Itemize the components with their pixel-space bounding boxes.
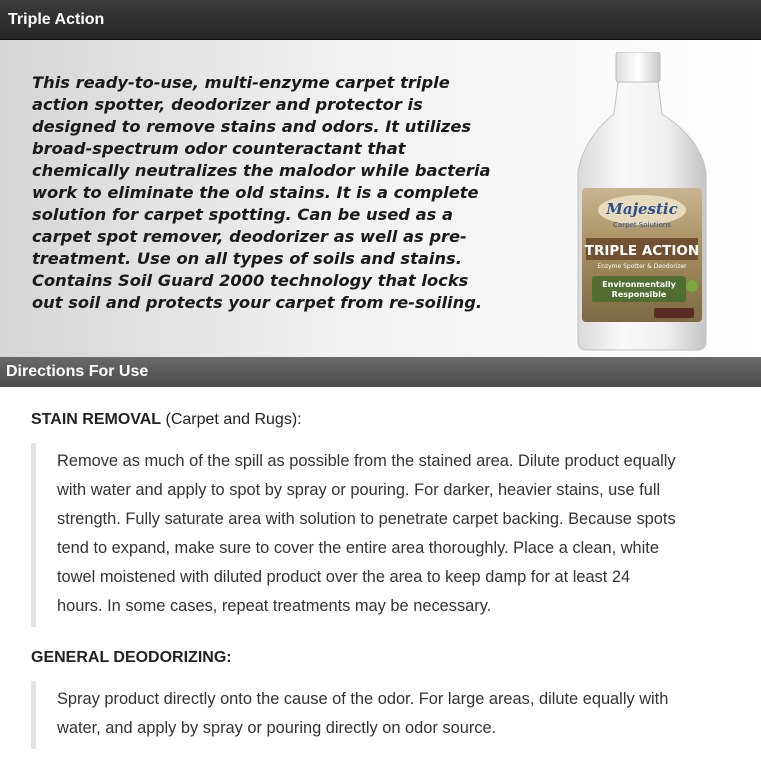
bottle-brand-sub: Carpet Solutions xyxy=(613,221,671,229)
stain-removal-heading: STAIN REMOVAL (Carpet and Rugs): xyxy=(31,411,302,428)
bottle-image-badge xyxy=(654,308,694,318)
product-description: This ready-to-use, multi-enzyme carpet triple action spotter, deodorizer and protector is designed to remove stains and odors. It utilizes broad-spectrum odor counteractant that chemically neutralizes the malodor while bacteria work to eliminate the old stains. It is a complete solution for carpet spotting. Can be used as a carpet spot remover, deodorizer as well as pre- treatment. Use on all types of soils and stains. Contains Soil Guard 2000 technology that locks out soil and protects your carpet from re-soiling. xyxy=(32,73,491,312)
eco-leaf-icon xyxy=(686,280,698,292)
bottle-eco-line1: Environmentally xyxy=(602,280,676,289)
bottle-eco-line2: Responsible xyxy=(611,290,667,299)
directions-title-bar xyxy=(0,357,761,387)
directions-content xyxy=(0,387,761,749)
general-deodorizing-heading: GENERAL DEODORIZING: xyxy=(31,649,232,666)
bottle-product-sub: Enzyme Spotter & Deodorizer xyxy=(597,263,687,270)
product-bottle-image xyxy=(570,52,730,352)
bottle-illustration xyxy=(570,52,730,352)
product-intro xyxy=(0,40,761,357)
bottle-cap xyxy=(616,52,660,82)
general-deodorizing-instructions: Spray product directly onto the cause of the odor. For large areas, dilute equally with water, and apply by spray or pouring directly on odor source. xyxy=(31,681,761,749)
product-title: Triple Action xyxy=(8,11,105,28)
directions-title: Directions For Use xyxy=(6,363,149,380)
product-title-bar xyxy=(0,0,761,40)
bottle-product-name: TRIPLE ACTION xyxy=(584,243,700,259)
bottle-brand-text: Majestic xyxy=(606,200,678,218)
stain-removal-instructions: Remove as much of the spill as possible from the stained area. Dilute product equally with water and apply to spot by spray or pouring. For darker, heavier stains, use full strength. Fully saturate area with solution to penetrate carpet backing. Because spots tend to expand, make sure to cover the entire area thoroughly. Place a clean, white towel moistened with diluted product over the area to keep damp for at least 24 hours. In some cases, repeat treatments may be necessary. xyxy=(31,443,761,627)
